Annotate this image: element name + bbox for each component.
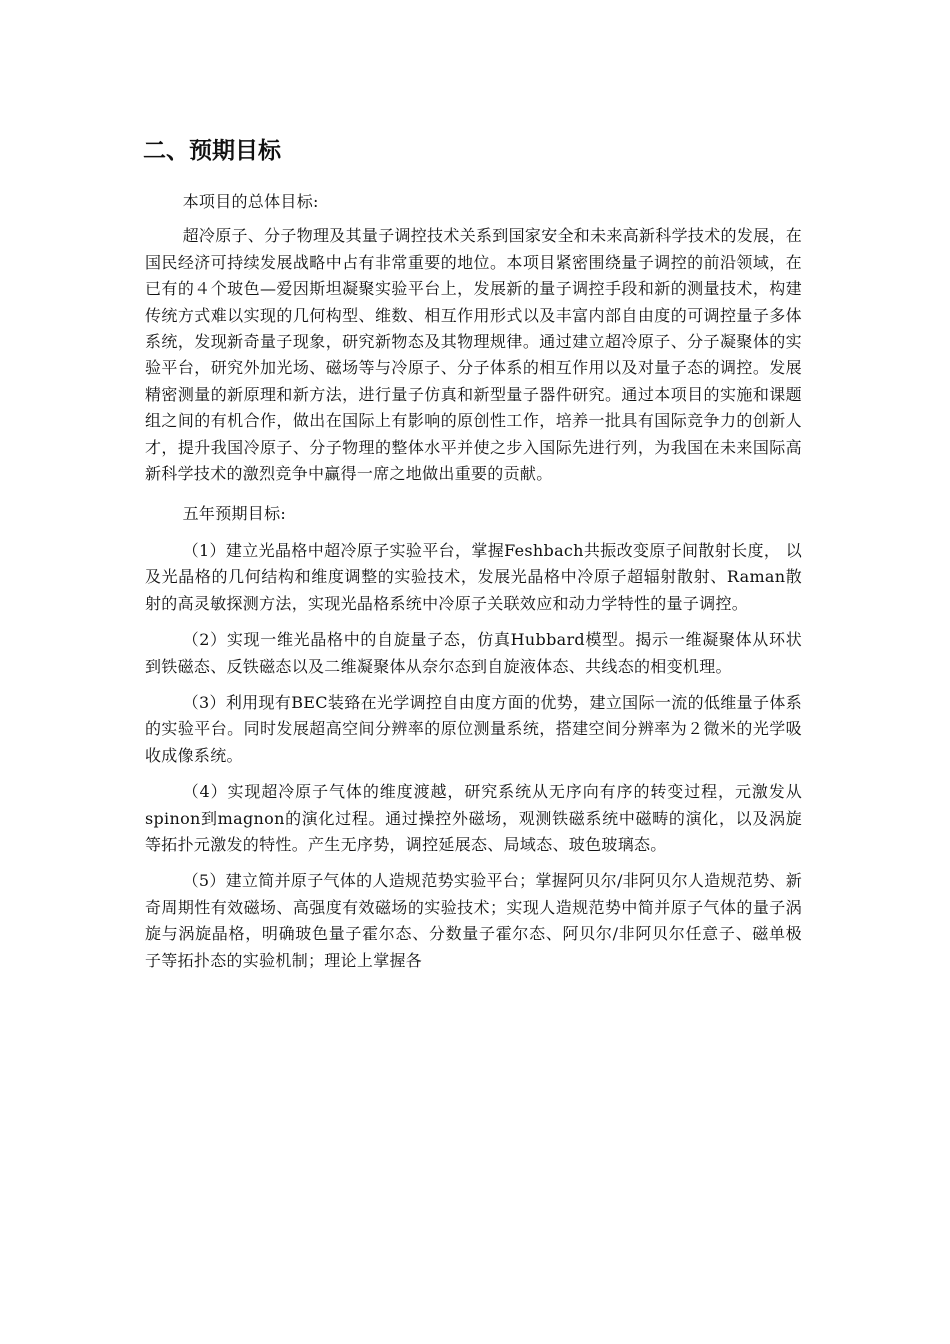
goal-item-5: （5）建立简并原子气体的人造规范势实验平台；掌握阿贝尔/非阿贝尔人造规范势、新奇周期性有效磁场、高强度有效磁场的实验技术；实现人造规范势中简并原子气体的量子涡旋与涡旋晶格，明确玻色量子霍尔态、分数量子霍尔态、阿贝尔/非阿贝尔任意子、磁单极子等拓扑态的实验机制；理论上掌握各 (145, 871, 802, 970)
goal-item-3: （3）利用现有BEC装臵在光学调控自由度方面的优势，建立国际一流的低维量子体系的实验平台。同时发展超高空间分辨率的原位测量系统，搭建空间分辨率为２微米的光学吸收成像系统。 (145, 692, 802, 765)
five-year-goal-label: 五年预期目标: (182, 504, 287, 524)
goal-item-1: （1）建立光晶格中超冷原子实验平台，掌握Feshbach共振改变原子间散射长度， 以及光晶格的几何结构和维度调整的实验技术，发展光晶格中冷原子超辐射散射、Raman散射的高灵敏探测方法，实现光晶格系统中冷原子关联效应和动力学特性的量子调控。 (145, 540, 802, 613)
overall-goal-label: 本项目的总体目标: (182, 192, 319, 211)
section-heading: 二、预期目标 (143, 138, 281, 164)
overall-goal-paragraph: 超冷原子、分子物理及其量子调控技术关系到国家安全和未来高新科学技术的发展，在国民经济可持续发展战略中占有非常重要的地位。本项目紧密围绕量子调控的前沿领域，在已有的４个玻色—爱因斯坦凝聚实验平台上，发展新的量子调控手段和新的测量技术，构建传统方式难以实现的几何构型、维数、相互作用形式以及丰富内部自由度的可调控量子多体系统，发现新奇量子现象，研究新物态及其物理规律。通过建立超冷原子、分子凝聚体的实验平台，研究外加光场、磁场等与冷原子、分子体系的相互作用以及对量子态的调控。发展精密测量的新原理和新方法，进行量子仿真和新型量子器件研究。通过本项目的实施和课题组之间的有机合作，做出在国际上有影响的原创性工作，培养一批具有国际竞争力的创新人才，提升我国冷原子、分子物理的整体水平并使之步入国际先进行列，为我国在未来国际高新科学技术的激烈竞争中赢得一席之地做出重要的贡献。 (145, 226, 802, 484)
goal-item-2: （2）实现一维光晶格中的自旋量子态，仿真Hubbard模型。揭示一维凝聚体从环状到铁磁态、反铁磁态以及二维凝聚体从奈尔态到自旋液体态、共线态的相变机理。 (145, 630, 802, 676)
goal-item-4: （4）实现超冷原子气体的维度渡越，研究系统从无序向有序的转变过程，元激发从spinon到magnon的演化过程。通过操控外磁场，观测铁磁系统中磁畴的演化，以及涡旋等拓扑元激发的特性。产生无序势，调控延展态、局域态、玻色玻璃态。 (145, 782, 802, 854)
